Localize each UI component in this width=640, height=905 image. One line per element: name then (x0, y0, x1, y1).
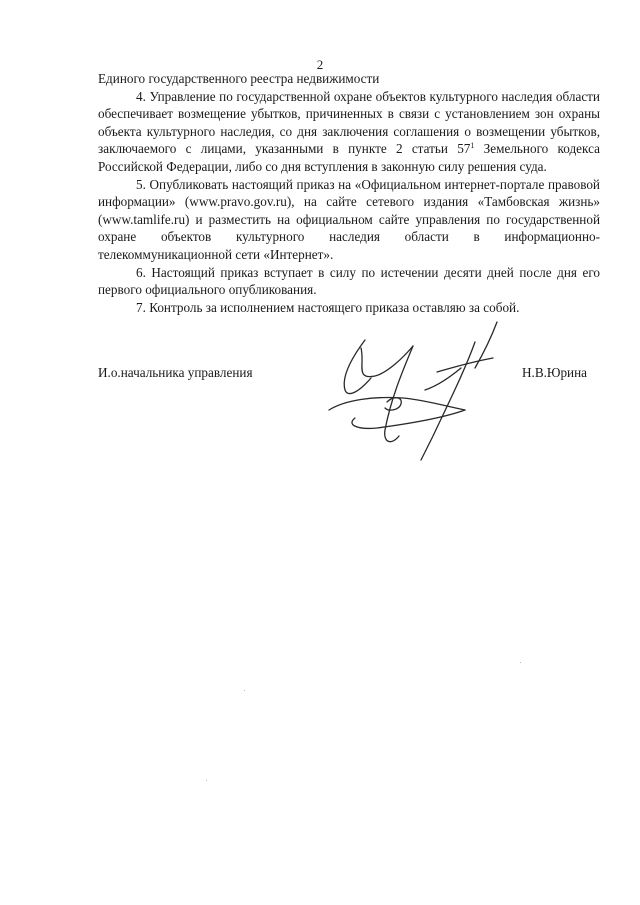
scan-speck (520, 662, 521, 663)
document-body (98, 70, 600, 316)
handwritten-signature (325, 318, 510, 463)
paragraph-7: 7. Контроль за исполнением настоящего приказа оставляю за собой. (136, 299, 520, 315)
signer-name: Н.В.Юрина (522, 365, 588, 380)
scan-speck (206, 780, 207, 781)
superscript-mark: 1 (470, 141, 475, 151)
signer-title: И.о.начальника управления (98, 365, 253, 380)
paragraph-4 (98, 88, 600, 176)
paragraph-4-text-end: Земельного кодекса Российской Федерации, либо со дня вступления в законную силу решения суда. (98, 141, 600, 174)
scan-speck (244, 690, 245, 691)
page-number: 2 (316, 57, 324, 72)
paragraph-4-text: 4. Управление по государственной охране объектов культурного наследия области обеспечивает возмещение убытков, причиненных в связи с установлением зон охраны объекта культурного наследия, со дня заключения соглашения о возмещении убытков, заключаемого с лицами, указанными в пункте 2 статьи 57 (98, 88, 600, 157)
paragraph-5: 5. Опубликовать настоящий приказ на «Официальном интернет-портале правовой информации» (www.pravo.gov.ru), на сайте сетевого издания «Тамбовская жизнь» (www.tamlife.ru) и разместить на официальном сайте управления по государственной охране объектов культурного наследия области в информационно-телекоммуникационной сети «Интернет». (98, 176, 600, 262)
paragraph-6: 6. Настоящий приказ вступает в силу по истечении десяти дней после дня его первого официального опубликования. (98, 264, 600, 298)
paragraph-continuation: Единого государственного реестра недвижимости (98, 71, 380, 86)
